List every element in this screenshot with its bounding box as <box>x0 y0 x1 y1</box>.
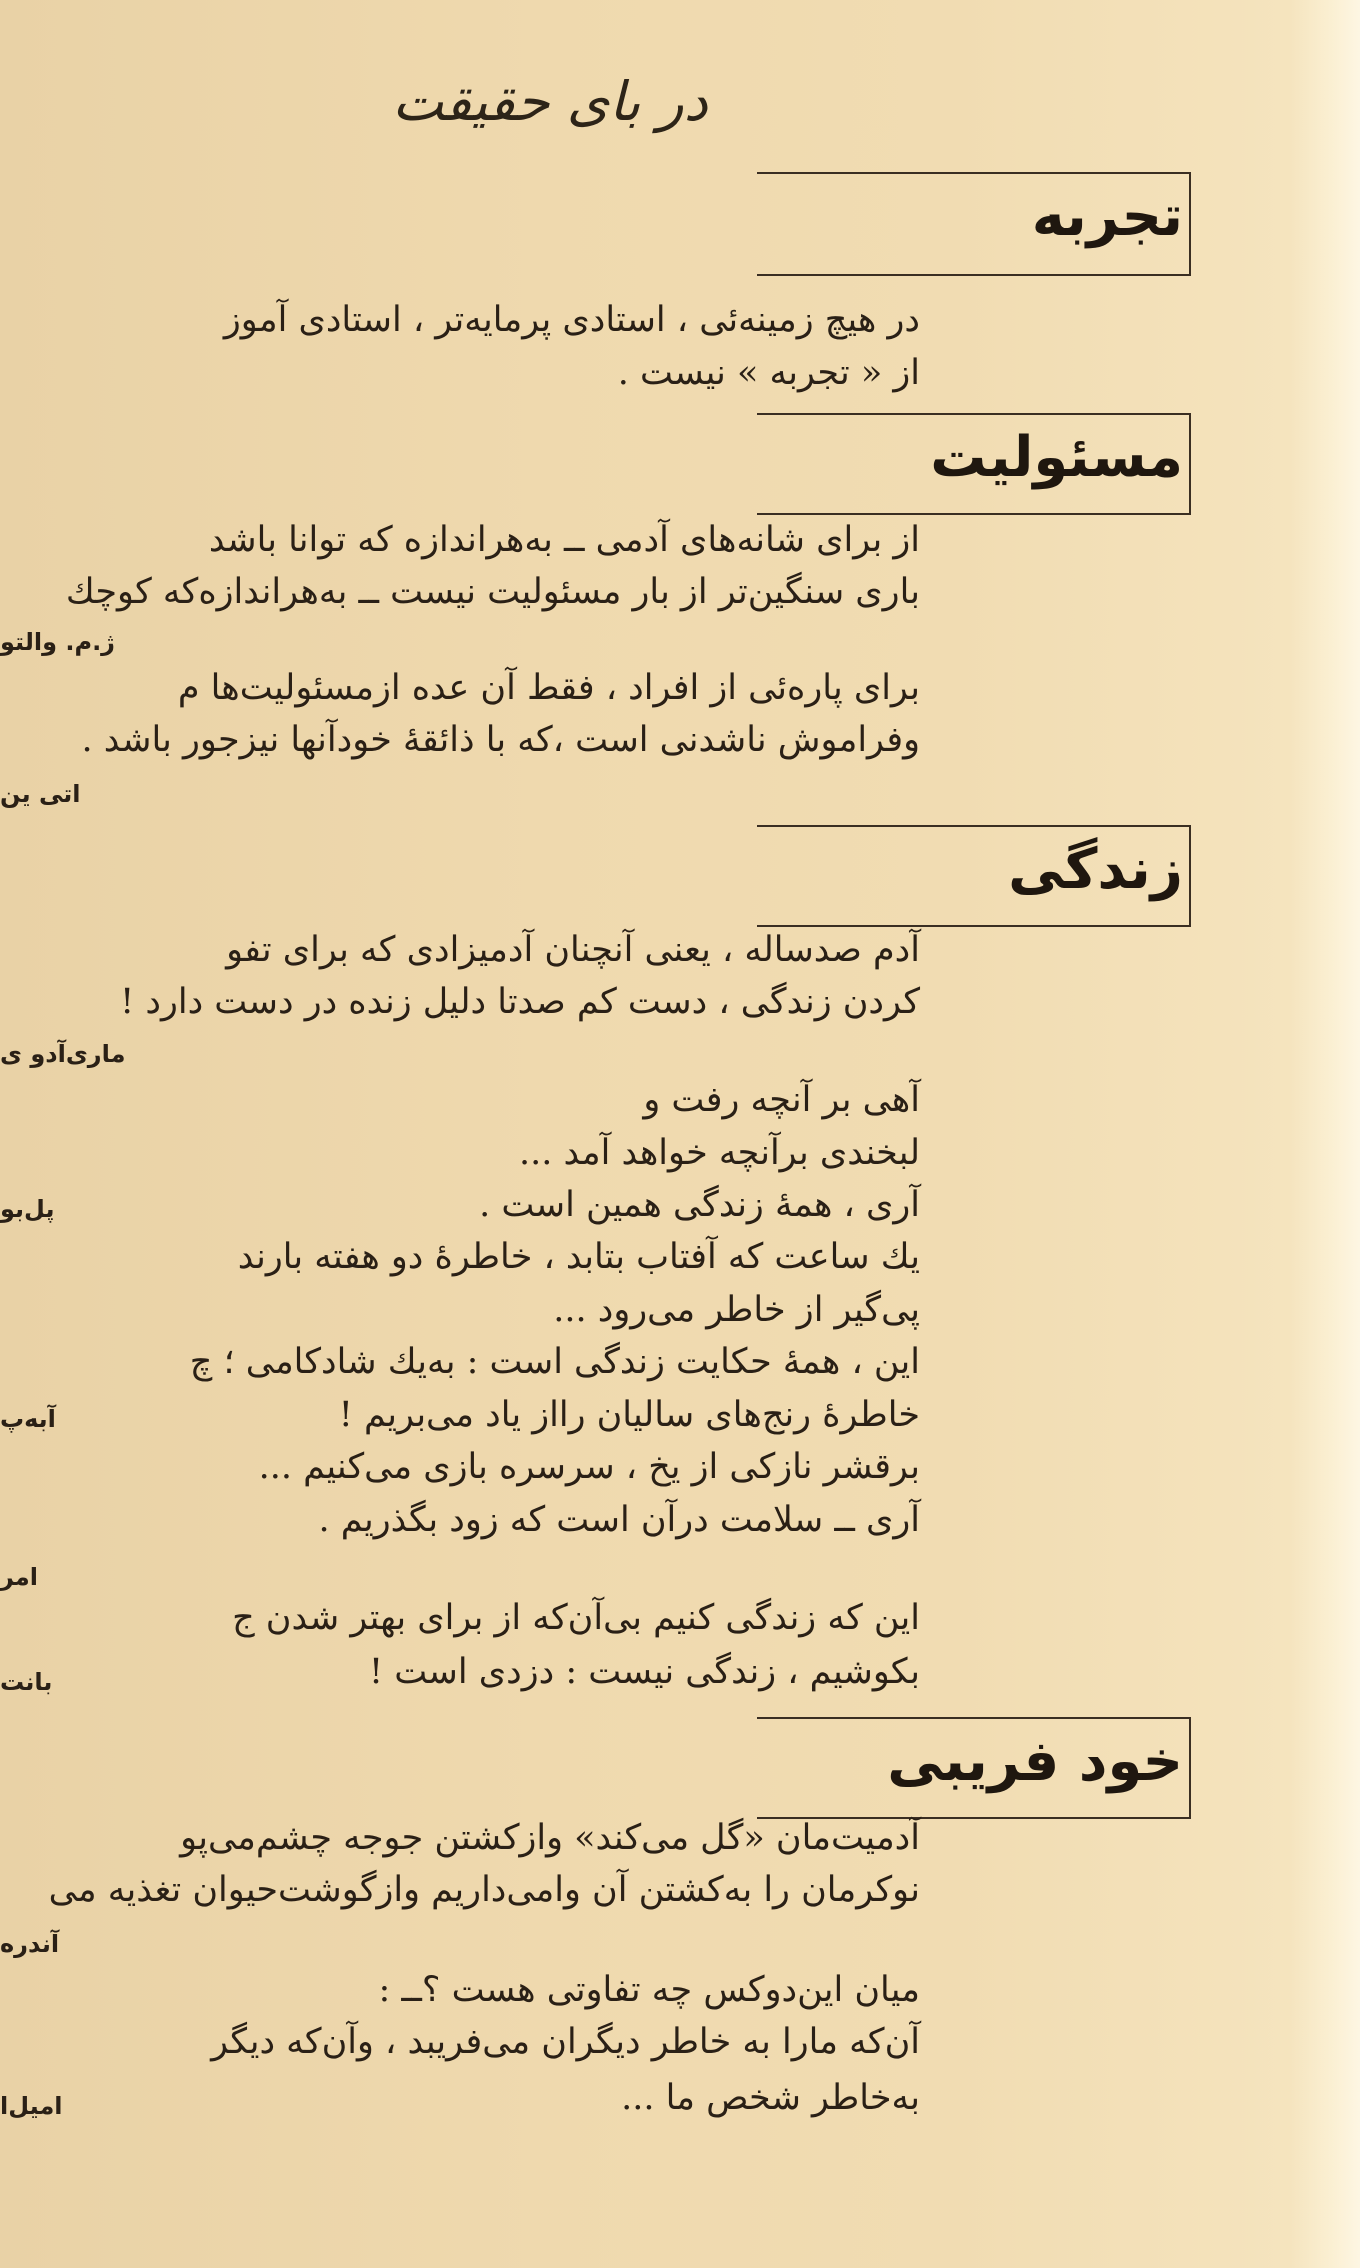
attribution: بانت <box>0 1668 53 1696</box>
text-line: باری سنگین‌تر از بار مسئولیت نیست ــ به‌هراندازه‌که کوچك <box>65 572 920 612</box>
text-line: برای پاره‌ئی از افراد ، فقط آن عده ازمسئولیت‌ها م <box>177 668 920 708</box>
attribution: آبه‌پ <box>0 1405 56 1433</box>
text-line: آدمیت‌مان «گل می‌کند» وازکشتن جوجه چشم‌می‌پو <box>180 1818 920 1858</box>
page-title: در بای حقیقت <box>392 70 708 133</box>
heading-box-tajrobeh <box>757 172 1191 276</box>
heading-box-khodfaribi <box>757 1717 1191 1819</box>
text-line: آدم صدساله ، یعنی آنچنان آدمیزادی که برای تفو <box>226 930 920 970</box>
text-line: این که زندگی کنیم بی‌آن‌که از برای بهتر شدن ج <box>232 1598 920 1638</box>
attribution: ماری‌آدو ی <box>0 1040 126 1068</box>
heading-khodfaribi: خود فریبی <box>887 1729 1183 1794</box>
text-line: خاطرهٔ رنج‌های سالیان رااز یاد می‌بریم ! <box>338 1395 920 1435</box>
heading-masooliat: مسئولیت <box>930 425 1183 490</box>
text-line: لبخندی برآنچه خواهد آمد ... <box>518 1133 920 1173</box>
text-line: کردن زندگی ، دست کم صدتا دلیل زنده در دست دارد ! <box>120 982 920 1022</box>
heading-box-masooliat <box>757 413 1191 515</box>
text-line: این ، همهٔ حکایت زندگی است : به‌یك شادکامی ؛ چ <box>189 1342 920 1382</box>
text-line: بکوشیم ، زندگی نیست : دزدی است ! <box>369 1652 920 1692</box>
attribution: اتی ین <box>0 780 81 808</box>
text-line: میان این‌دوکس چه تفاوتی هست ؟ــ : <box>378 1970 920 2010</box>
attribution: امر <box>0 1563 39 1591</box>
text-line: وفراموش ناشدنی است ،که با ذائقهٔ خودآنها نیزجور باشد . <box>81 720 920 760</box>
text-line: از برای شانه‌های آدمی ــ به‌هراندازه که توانا باشد <box>208 520 920 560</box>
heading-box-zendegi <box>757 825 1191 927</box>
text-line: آهی بر آنچه رفت و <box>643 1080 920 1120</box>
text-line: از « تجربه » نیست . <box>617 353 920 393</box>
text-line: پی‌گیر از خاطر می‌رود ... <box>553 1290 920 1330</box>
text-line: آری ــ سلامت درآن است که زود بگذریم . <box>318 1500 920 1540</box>
text-line: آن‌که مارا به خاطر دیگران می‌فریبد ، وآن‌که دیگر <box>211 2022 920 2062</box>
text-line: آری ، همهٔ زندگی همین است . <box>479 1185 920 1225</box>
text-line: به‌خاطر شخص ما ... <box>621 2078 920 2118</box>
attribution: آندره <box>0 1930 60 1958</box>
attribution: امیل‌ا <box>0 2092 63 2120</box>
attribution: پل‌بو <box>0 1195 55 1223</box>
text-line: در هیچ زمینه‌ئی ، استادی پرمایه‌تر ، استادی آموز <box>223 300 920 340</box>
text-line: یك ساعت که آفتاب بتابد ، خاطرهٔ دو هفته بارند <box>237 1237 920 1277</box>
text-line: نوکرمان را به‌کشتن آن وامی‌داریم وازگوشت‌حیوان تغذیه می <box>48 1870 920 1910</box>
page-edge <box>1290 0 1360 2268</box>
heading-zendegi: زندگی <box>1008 837 1183 902</box>
text-line: برقشر نازکی از یخ ، سرسره بازی می‌کنیم ... <box>258 1447 920 1487</box>
attribution: ژ.م. والتو <box>0 628 115 656</box>
heading-tajrobeh: تجربه <box>1031 184 1183 249</box>
